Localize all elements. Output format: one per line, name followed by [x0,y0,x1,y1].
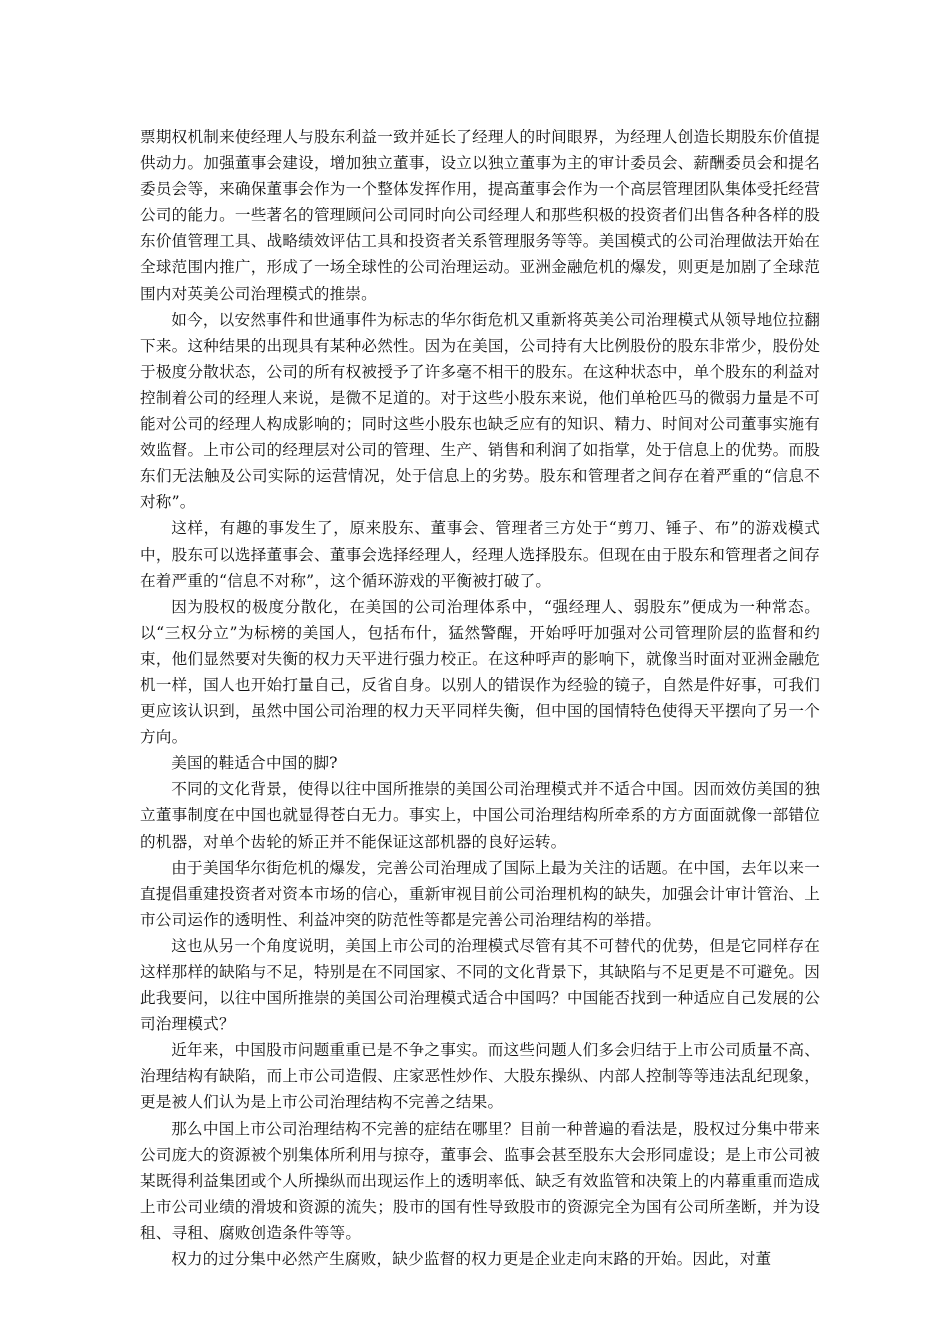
paragraph-3: 这样，有趣的事发生了，原来股东、董事会、管理者三方处于“剪刀、锤子、布”的游戏模式中，股东可以选择董事会、董事会选择经理人，经理人选择股东。但现在由于股东和管理者之间存在着严重的“信息不对称”，这个循环游戏的平衡被打破了。 [140,519,820,590]
section-heading: 美国的鞋适合中国的脚? [171,754,338,773]
paragraph-8: 近年来，中国股市问题重重已是不争之事实。而这些问题人们多会归结于上市公司质量不高、治理结构有缺陷，而上市公司造假、庄家恶性炒作、大股东操纵、内部人控制等等违法乱纪现象，更是被人们认为是上市公司治理结构不完善之结果。 [140,1041,820,1112]
document-body [140,124,820,1272]
paragraph-7: 这也从另一个角度说明，美国上市公司的治理模式尽管有其不可替代的优势，但是它同样存在这样那样的缺陷与不足，特别是在不同国家、不同的文化背景下，其缺陷与不足更是不可避免。因此我要问，以往中国所推崇的美国公司治理模式适合中国吗？中国能否找到一种适应自己发展的公司治理模式？ [140,936,820,1034]
paragraph-1: 票期权机制来使经理人与股东利益一致并延长了经理人的时间眼界，为经理人创造长期股东价值提供动力。加强董事会建设，增加独立董事，设立以独立董事为主的审计委员会、薪酬委员会和提名委员会等，来确保董事会作为一个整体发挥作用，提高董事会作为一个高层管理团队集体受托经营公司的能力。一些著名的管理顾问公司同时向公司经理人和那些积极的投资者们出售各种各样的股东价值管理工具、战略绩效评估工具和投资者关系管理服务等等。美国模式的公司治理做法开始在全球范围内推广，形成了一场全球性的公司治理运动。亚洲金融危机的爆发，则更是加剧了全球范围内对英美公司治理模式的推崇。 [140,128,820,303]
paragraph-2: 如今，以安然事件和世通事件为标志的华尔街危机又重新将英美公司治理模式从领导地位拉翻下来。这种结果的出现具有某种必然性。因为在美国，公司持有大比例股份的股东非常少，股份处于极度分散状态，公司的所有权被授予了许多毫不相干的股东。在这种状态中，单个股东的利益对控制着公司的经理人来说，是微不足道的。对于这些小股东来说，他们单枪匹马的微弱力量是不可能对公司的经理人构成影响的；同时这些小股东也缺乏应有的知识、精力、时间对公司董事实施有效监督。上市公司的经理层对公司的管理、生产、销售和利润了如指掌，处于信息上的优势。而股东们无法触及公司实际的运营情况，处于信息上的劣势。股东和管理者之间存在着严重的“信息不对称”。 [140,310,820,512]
paragraph-5: 不同的文化背景，使得以往中国所推崇的美国公司治理模式并不适合中国。因而效仿美国的独立董事制度在中国也就显得苍白无力。事实上，中国公司治理结构所牵系的方方面面就像一部错位的机器，对单个齿轮的矫正并不能保证这部机器的良好运转。 [140,780,820,851]
paragraph-10: 权力的过分集中必然产生腐败，缺少监督的权力更是企业走向末路的开始。因此，对董 [171,1250,772,1269]
paragraph-9: 那么中国上市公司治理结构不完善的症结在哪里？目前一种普遍的看法是，股权过分集中带来公司庞大的资源被个别集体所利用与掠夺，董事会、监事会甚至股东大会形同虚设；是上市公司被某既得利益集团或个人所操纵而出现运作上的透明率低、缺乏有效监管和决策上的内幕重重而造成上市公司业绩的滑坡和资源的流失；股市的国有性导致股市的资源完全为国有公司所垄断，并为设租、寻租、腐败创造条件等等。 [140,1119,820,1242]
paragraph-4: 因为股权的极度分散化，在美国的公司治理体系中，“强经理人、弱股东”便成为一种常态。以“三权分立”为标榜的美国人，包括布什，猛然警醒，开始呼吁加强对公司管理阶层的监督和约束，他们显然要对失衡的权力天平进行强力校正。在这种呼声的影响下，就像当时面对亚洲金融危机一样，国人也开始打量自己，反省自身。以别人的错误作为经验的镜子，自然是件好事，可我们更应该认识到，虽然中国公司治理的权力天平同样失衡，但中国的国情特色使得天平摆向了另一个方向。 [140,597,820,747]
paragraph-6: 由于美国华尔街危机的爆发，完善公司治理成了国际上最为关注的话题。在中国，去年以来一直提倡重建投资者对资本市场的信心，重新审视目前公司治理机构的缺失，加强会计审计管治、上市公司运作的透明性、利益冲突的防范性等都是完善公司治理结构的举措。 [140,858,820,929]
